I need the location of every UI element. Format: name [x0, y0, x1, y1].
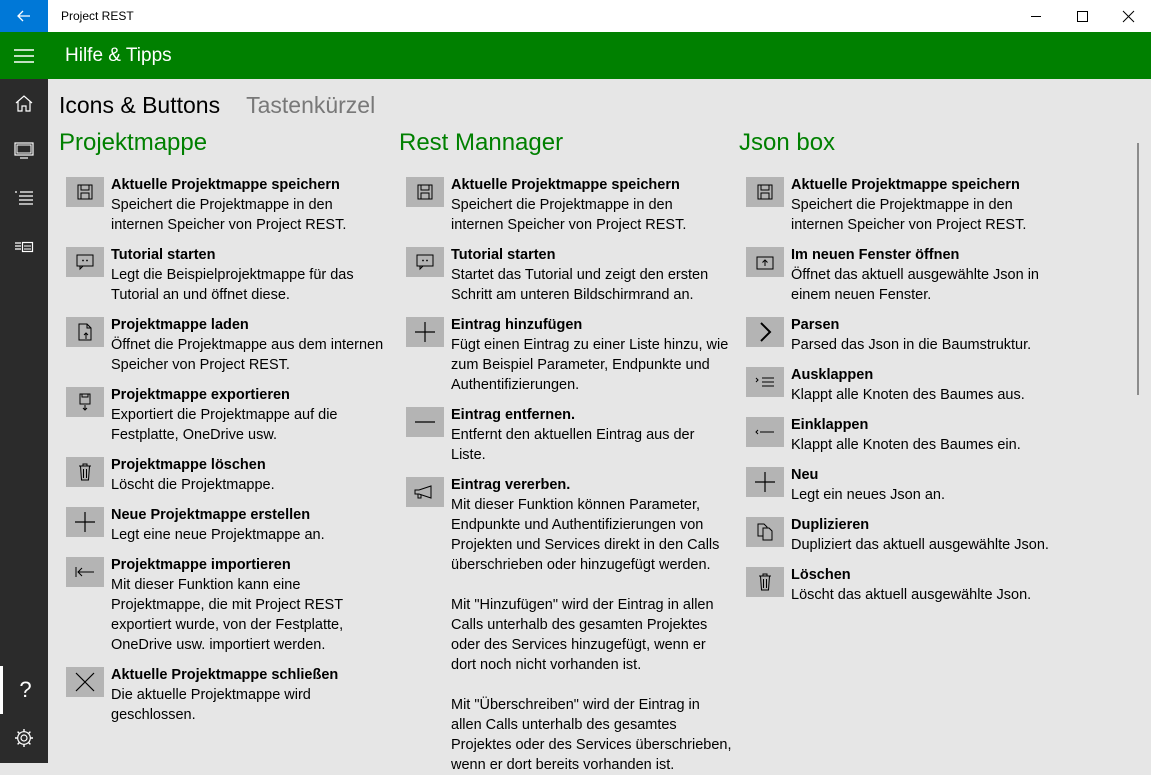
maximize-icon [1077, 11, 1088, 22]
help-icon: ? [19, 677, 32, 702]
back-button[interactable] [0, 0, 48, 32]
chat-icon [406, 247, 444, 277]
item-title: Eintrag hinzufügen [451, 317, 583, 333]
chat-icon [66, 247, 104, 277]
close-window-button[interactable] [1105, 0, 1151, 32]
open-file-icon [66, 317, 104, 347]
item-description: Entfernt den aktuellen Eintrag aus der Liste. [451, 427, 695, 463]
list-icon [14, 191, 34, 207]
help-item [739, 415, 1079, 465]
item-title: Aktuelle Projektmappe speichern [451, 177, 680, 193]
section-title: Json box [739, 129, 836, 156]
item-title: Projektmappe laden [111, 317, 249, 333]
app-header [0, 32, 1151, 79]
help-item [739, 515, 1079, 565]
item-description: Legt die Beispielprojektmappe für das Tutorial an und öffnet diese. [111, 267, 354, 303]
item-description: Legt ein neues Json an. [791, 487, 945, 503]
item-title: Tutorial starten [111, 247, 216, 263]
help-item [739, 175, 1079, 245]
item-title: Projektmappe löschen [111, 457, 266, 473]
close-icon [1123, 11, 1134, 22]
item-description: Löscht das aktuell ausgewählte Json. [791, 587, 1032, 603]
export-icon [66, 387, 104, 417]
column-rest-mannager [399, 129, 739, 775]
vertical-scrollbar[interactable] [1137, 143, 1139, 395]
help-item [739, 315, 1079, 365]
item-description: Löscht die Projektmappe. [111, 477, 275, 493]
sidebar [0, 79, 48, 763]
item-title: Einklappen [791, 417, 869, 433]
save-icon [406, 177, 444, 207]
help-item [399, 475, 739, 775]
item-description: Speichert die Projektmappe in den internen Speicher von Project REST. [791, 197, 1027, 233]
item-description: Mit dieser Funktion kann eine Projektmappe, die mit Project REST exportiert wurde, von der Festplatte, OneDrive usw. importiert werden. [111, 577, 344, 653]
item-title: Neue Projektmappe erstellen [111, 507, 311, 523]
item-description: Dupliziert das aktuell ausgewählte Json. [791, 537, 1049, 553]
save-icon [66, 177, 104, 207]
plus-icon [406, 317, 444, 347]
item-description: Exportiert die Projektmappe auf die Festplatte, OneDrive usw. [111, 407, 338, 443]
item-title: Eintrag vererben. [451, 477, 571, 493]
hamburger-menu-button[interactable] [0, 32, 48, 79]
item-description: Parsed das Json in die Baumstruktur. [791, 337, 1032, 353]
nav-settings[interactable] [0, 714, 48, 762]
news-icon [14, 240, 34, 254]
minus-icon [406, 407, 444, 437]
item-description: Klappt alle Knoten des Baumes ein. [791, 437, 1021, 453]
help-item [59, 455, 399, 505]
item-title: Aktuelle Projektmappe schließen [111, 667, 339, 683]
item-title: Neu [791, 467, 819, 483]
import-icon [66, 557, 104, 587]
item-description: Die aktuelle Projektmappe wird geschlossen. [111, 687, 311, 723]
item-title: Parsen [791, 317, 840, 333]
megaphone-icon [406, 477, 444, 507]
help-item [399, 175, 739, 245]
item-description: Klappt alle Knoten des Baumes aus. [791, 387, 1025, 403]
help-item [739, 245, 1079, 315]
title-bar [0, 0, 1151, 32]
expand-icon [746, 367, 784, 397]
help-item [59, 175, 399, 245]
section-title: Projektmappe [59, 129, 208, 156]
monitor-icon [14, 142, 34, 160]
item-title: Im neuen Fenster öffnen [791, 247, 960, 263]
new-window-icon [746, 247, 784, 277]
collapse-icon [746, 417, 784, 447]
item-title: Projektmappe importieren [111, 557, 291, 573]
item-title: Tutorial starten [451, 247, 556, 263]
help-item [59, 245, 399, 315]
nav-help[interactable] [0, 666, 48, 714]
hamburger-icon [14, 49, 34, 63]
nav-news[interactable] [0, 223, 48, 271]
item-title: Ausklappen [791, 367, 874, 383]
trash-icon [66, 457, 104, 487]
plus-icon [66, 507, 104, 537]
back-arrow-icon [17, 10, 31, 22]
minimize-button[interactable] [1013, 0, 1059, 32]
item-description: Öffnet das aktuell ausgewählte Json in einem neuen Fenster. [791, 267, 1040, 303]
item-description: Speichert die Projektmappe in den internen Speicher von Project REST. [451, 197, 687, 233]
item-description: Mit dieser Funktion können Parameter, Endpunkte und Authentifizierungen von Projekten und Services direkt in den Calls überschrieben oder hinzugefügt werden. Mit "Hinzufügen" wird der Eintrag in allen Calls unterhalb des gesamten Projektes oder des Services hinzugefügt, wenn er dort noch nicht vorhanden ist. Mit "Überschreiben" wird der Eintrag in allen Calls unterhalb des gesamtes Projektes oder des Services überschrieben, wenn er dort bereits vorhanden ist. [451, 497, 732, 773]
home-icon [14, 93, 34, 113]
settings-icon [14, 728, 34, 748]
item-title: Duplizieren [791, 517, 870, 533]
nav-home[interactable] [0, 79, 48, 127]
trash-icon [746, 567, 784, 597]
help-item [399, 245, 739, 315]
plus-icon [746, 467, 784, 497]
help-item [59, 555, 399, 665]
item-description: Legt eine neue Projektmappe an. [111, 527, 325, 543]
help-item [59, 315, 399, 385]
item-description: Öffnet die Projektmappe aus dem internen Speicher von Project REST. [111, 337, 384, 373]
window-title: Project REST [61, 9, 134, 23]
item-description: Speichert die Projektmappe in den internen Speicher von Project REST. [111, 197, 347, 233]
item-title: Aktuelle Projektmappe speichern [791, 177, 1020, 193]
pivot-tabs [59, 92, 401, 119]
copy-icon [746, 517, 784, 547]
item-title: Löschen [791, 567, 851, 583]
maximize-button[interactable] [1059, 0, 1105, 32]
help-item [399, 405, 739, 475]
section-title: Rest Mannager [399, 129, 564, 156]
tab-shortcuts[interactable]: Tastenkürzel [246, 92, 376, 118]
tab-icons-buttons[interactable]: Icons & Buttons [59, 92, 221, 118]
help-item [59, 665, 399, 735]
item-title: Eintrag entfernen. [451, 407, 576, 423]
column-json-box [739, 129, 1079, 615]
nav-monitor[interactable] [0, 127, 48, 175]
help-item [59, 505, 399, 555]
save-icon [746, 177, 784, 207]
help-content [48, 79, 1151, 773]
help-item [739, 365, 1079, 415]
item-description: Fügt einen Eintrag zu einer Liste hinzu, wie zum Beispiel Parameter, Endpunkte und Authentifizierungen. [451, 337, 729, 393]
close-icon [66, 667, 104, 697]
item-description: Startet das Tutorial und zeigt den ersten Schritt am unteren Bildschirmrand an. [451, 267, 709, 303]
minimize-icon [1031, 11, 1042, 22]
help-item [739, 465, 1079, 515]
help-item [59, 385, 399, 455]
help-item [739, 565, 1079, 615]
chevron-right-icon [746, 317, 784, 347]
help-item [399, 315, 739, 405]
nav-list[interactable] [0, 175, 48, 223]
page-title: Hilfe & Tipps [65, 44, 172, 66]
column-projektmappe [59, 129, 399, 735]
item-title: Projektmappe exportieren [111, 387, 290, 403]
item-title: Aktuelle Projektmappe speichern [111, 177, 340, 193]
